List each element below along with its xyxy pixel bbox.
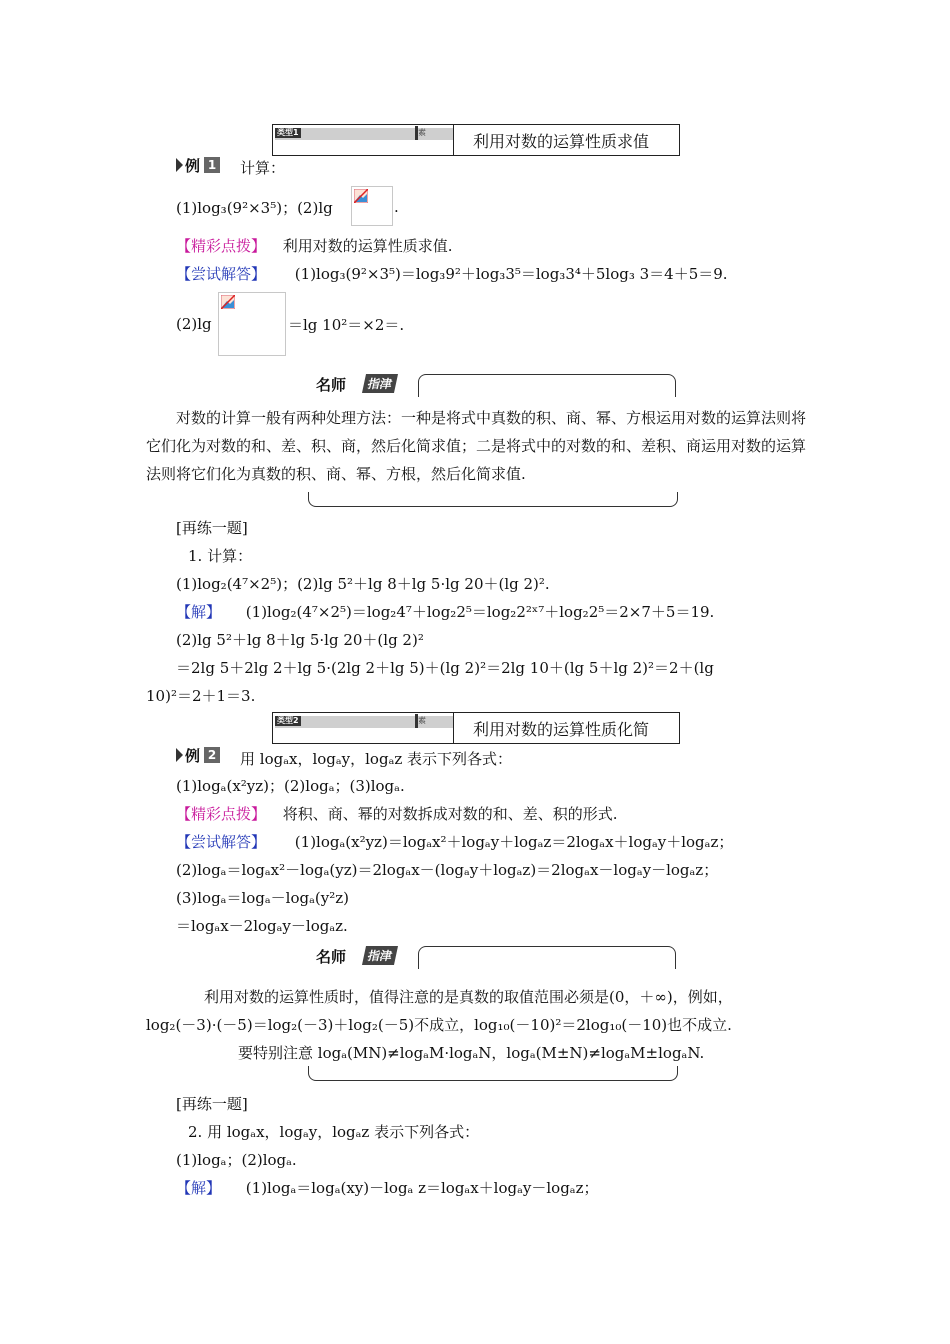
example-badge-2 <box>176 746 224 764</box>
type-mark: 素 <box>418 128 426 137</box>
answer-label: 【尝试解答】 <box>176 833 267 851</box>
triangle-icon <box>176 748 183 762</box>
answer-line-1 <box>176 264 728 284</box>
practice-question: (1)log₂(4⁷×2⁵)；(2)lg 5²＋lg 8＋lg 5·lg 20＋(lg 2)². <box>176 575 550 593</box>
question-text: (1)log₃(9²×3⁵)；(2)lg <box>176 199 333 217</box>
practice-question: (1)logₐ；(2)logₐ. <box>176 1151 297 1169</box>
type-header-1 <box>272 124 680 156</box>
broken-image-icon <box>354 189 368 203</box>
teacher-box-header-1 <box>310 374 676 398</box>
triangle-icon <box>176 158 183 172</box>
example-question: (1)logₐ(x²yz)；(2)logₐ；(3)logₐ. <box>176 777 405 795</box>
teacher-label: 名师 <box>316 376 347 394</box>
practice-answer-2a: (2)lg 5²＋lg 8＋lg 5·lg 20＋(lg 2)² <box>176 631 424 649</box>
hint-label: 【精彩点拨】 <box>176 805 267 823</box>
practice-answer-2b: ＝2lg 5＋2lg 2＋lg 5·(2lg 2＋lg 5)＋(lg 2)²＝2lg 10＋(lg 5＋lg 2)²＝2＋(lg <box>176 659 714 677</box>
type-tag: 类型1 <box>277 128 299 137</box>
teacher-text-1 <box>146 404 812 488</box>
type-header-bar <box>275 128 453 140</box>
answer-line-4: ＝logₐx－2logₐy－logₐz. <box>176 917 348 935</box>
answer-line-2-post: ＝lg 10²＝×2＝. <box>288 316 405 334</box>
answer-line-1 <box>176 832 733 852</box>
practice-answer-1 <box>176 602 714 622</box>
hint-text: 将积、商、幂的对数拆成对数的和、差、积的形式. <box>282 805 618 823</box>
example-number: 2 <box>204 747 220 763</box>
example-prompt: 计算： <box>240 159 286 177</box>
type-title: 利用对数的运算性质化简 <box>473 720 650 739</box>
practice-question-num: 2. 用 logₐx，logₐy，logₐz 表示下列各式： <box>188 1123 480 1141</box>
teacher-box-footer-1 <box>308 492 678 507</box>
type-header-bar <box>275 716 453 728</box>
type-tag: 类型2 <box>277 716 299 725</box>
teacher-label: 名师 <box>316 948 347 966</box>
teacher-line-1: 利用对数的运算性质时，值得注意的是真数的取值范围必须是(0，＋∞)，例如， <box>204 988 733 1006</box>
practice-answer-2c: 10)²＝2＋1＝3. <box>146 687 256 705</box>
answer-label: 【尝试解答】 <box>176 265 267 283</box>
practice-header: [再练一题] <box>176 1095 248 1113</box>
teacher-paragraph: 对数的计算一般有两种处理方法：一种是将式中真数的积、商、幂、方根运用对数的运算法则将它们化为对数的和、差、积、商，然后化简求值；二是将式中的对数的和、差积、商运用对数的运算法则将它们化为真数的积、商、幂、方根，然后化简求值. <box>146 409 807 483</box>
answer-line-2-pre: (2)lg <box>176 315 212 333</box>
example-word: 例 <box>185 157 201 175</box>
type-header-2 <box>272 712 680 744</box>
teacher-label-2: 指津 <box>362 374 398 393</box>
answer-text: (1)log₃(9²×3⁵)＝log₃9²＋log₃3⁵＝log₃3⁴＋5log₃ 3＝4＋5＝9. <box>294 265 728 283</box>
teacher-box-frame-top <box>418 374 676 397</box>
hint-label: 【精彩点拨】 <box>176 237 267 255</box>
question-end: . <box>394 198 399 216</box>
teacher-line-2: log₂(－3)·(－5)＝log₂(－3)＋log₂(－5)不成立，log₁₀(－10)²＝2log₁₀(－10)也不成立. <box>146 1016 732 1034</box>
type-title: 利用对数的运算性质求值 <box>473 132 650 151</box>
teacher-line-3: 要特别注意 logₐ(MN)≠logₐM·logₐN，logₐ(M±N)≠logₐM±logₐN. <box>238 1044 705 1062</box>
teacher-box-footer-2 <box>308 1066 678 1081</box>
example-badge-1 <box>176 156 224 174</box>
image-placeholder <box>218 292 286 356</box>
answer-label: 【解】 <box>176 1179 222 1197</box>
teacher-box-header-2 <box>310 946 676 970</box>
example-word: 例 <box>185 747 201 765</box>
answer-line-2: (2)logₐ＝logₐx²－logₐ(yz)＝2logₐx－(logₐy＋logₐz)＝2logₐx－logₐy－logₐz； <box>176 861 719 879</box>
practice-question-num: 1. 计算： <box>188 547 253 565</box>
hint-text: 利用对数的运算性质求值. <box>282 237 453 255</box>
hint-line <box>176 236 453 256</box>
teacher-box-frame-top <box>418 946 676 969</box>
practice-answer-1 <box>176 1178 599 1198</box>
type-header-divider <box>453 125 454 155</box>
example-prompt: 用 logₐx，logₐy，logₐz 表示下列各式： <box>240 750 513 768</box>
image-placeholder <box>351 186 393 226</box>
type-mark: 素 <box>418 716 426 725</box>
example-question <box>176 198 333 218</box>
answer-line-3: (3)logₐ＝logₐ－logₐ(y²z) <box>176 889 349 907</box>
hint-line <box>176 804 618 824</box>
practice-header: [再练一题] <box>176 519 248 537</box>
answer-label: 【解】 <box>176 603 222 621</box>
broken-image-icon <box>221 295 235 309</box>
teacher-label-2: 指津 <box>362 946 398 965</box>
answer-text: (1)logₐ(x²yz)＝logₐx²＋logₐy＋logₐz＝2logₐx＋logₐy＋logₐz； <box>294 833 734 851</box>
answer-text: (1)logₐ＝logₐ(xy)－logₐ z＝logₐx＋logₐy－logₐz； <box>245 1179 599 1197</box>
type-header-divider <box>453 713 454 743</box>
answer-text: (1)log₂(4⁷×2⁵)＝log₂4⁷＋log₂2⁵＝log₂2²ˣ⁷＋log₂2⁵＝2×7＋5＝19. <box>245 603 715 621</box>
example-number: 1 <box>204 157 220 173</box>
